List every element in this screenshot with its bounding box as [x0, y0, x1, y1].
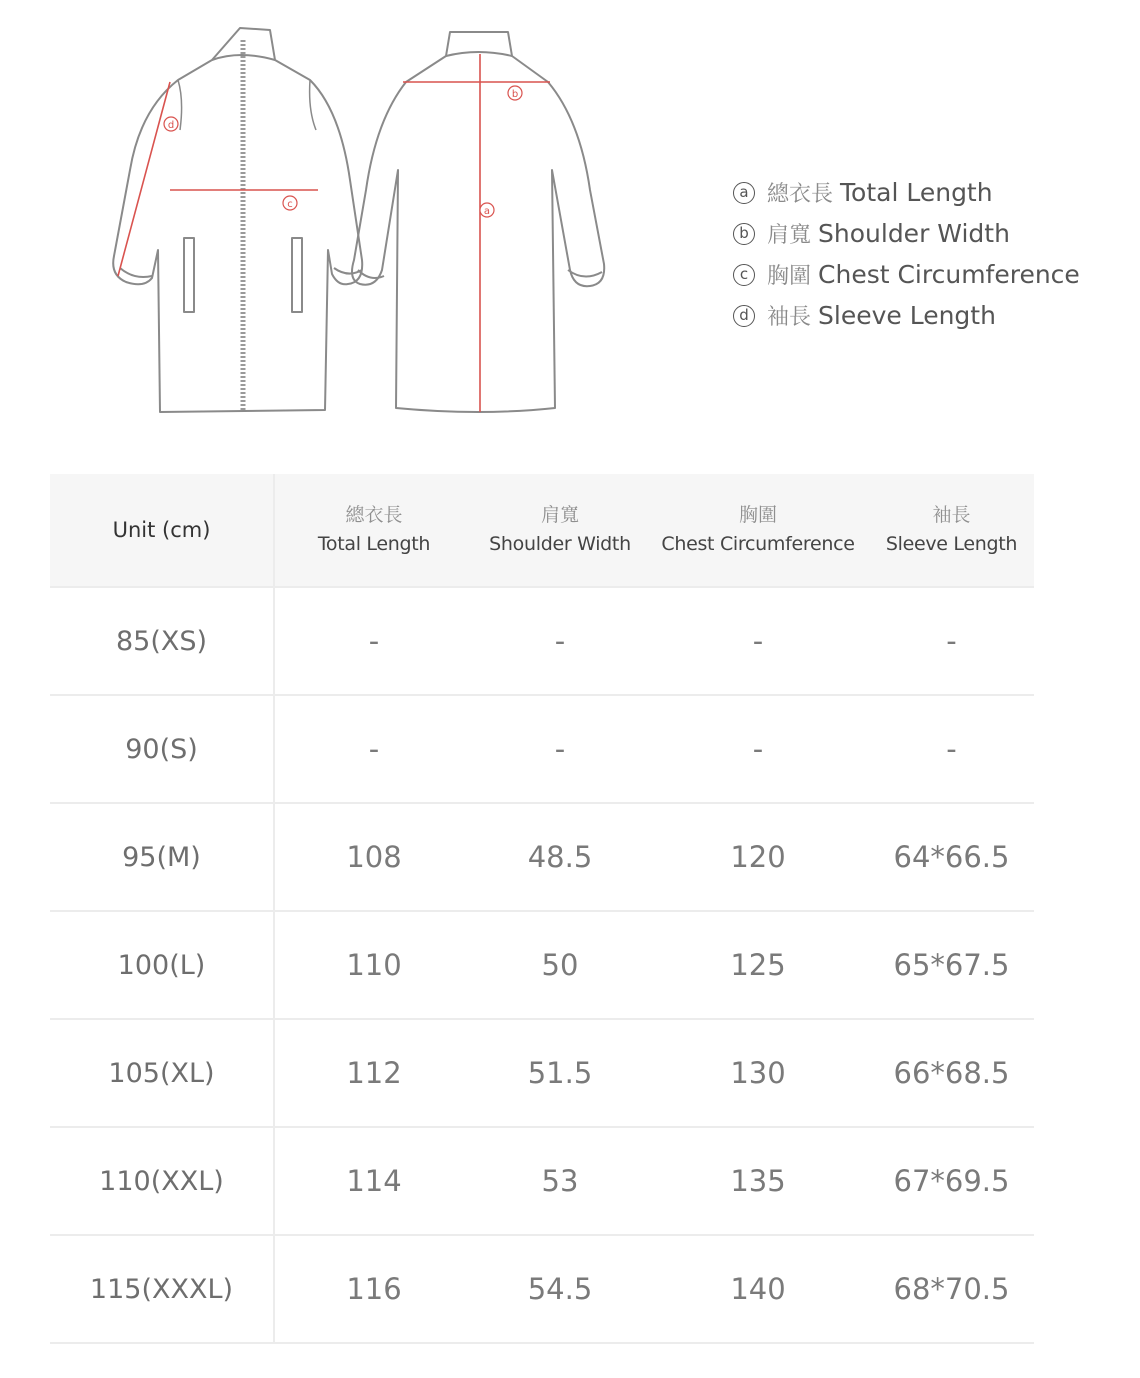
front-left-pocket	[184, 238, 194, 312]
table-row	[50, 912, 1034, 1020]
shoulder-width-value: 50	[541, 948, 579, 982]
legend-label-en: Sleeve Length	[818, 301, 996, 330]
shoulder-width-value: -	[554, 732, 566, 766]
size-label: 105(XL)	[50, 1020, 275, 1126]
total-length-value: -	[368, 732, 380, 766]
legend-marker-b: b	[733, 223, 755, 245]
sleeve-length-value: -	[946, 732, 957, 766]
table-row	[50, 1020, 1034, 1128]
legend-marker-c: c	[733, 264, 755, 286]
shoulder-width-value: 51.5	[527, 1056, 593, 1090]
column-header-en: Sleeve Length	[885, 533, 1018, 555]
legend-item-total-length	[733, 172, 1080, 213]
table-row	[50, 588, 1034, 696]
legend-label-zh: 胸圍	[767, 264, 812, 289]
back-collar	[446, 52, 512, 56]
table-header-row	[50, 474, 1034, 588]
legend-marker-d: d	[733, 305, 755, 327]
legend-label-en: Total Length	[840, 178, 993, 207]
sleeve-length-value: 66*68.5	[893, 1056, 1010, 1090]
column-header-zh: 袖長	[932, 504, 971, 526]
marker-a-label: a	[483, 206, 491, 217]
chest-circumference-value: 140	[730, 1272, 786, 1306]
shoulder-width-value: 54.5	[527, 1272, 593, 1306]
table-row	[50, 696, 1034, 804]
total-length-value: -	[368, 624, 380, 658]
measurement-legend	[733, 172, 1080, 336]
column-header-chest-circumference	[647, 474, 869, 586]
shoulder-width-value: -	[554, 624, 566, 658]
column-header-shoulder-width	[473, 474, 647, 586]
column-header-zh: 胸圍	[738, 504, 777, 526]
size-label: 95(M)	[50, 804, 275, 910]
front-cuff-left	[120, 268, 152, 277]
chest-circumference-value: -	[752, 624, 764, 658]
sleeve-length-value: 64*66.5	[893, 840, 1010, 874]
size-label: 115(XXXL)	[50, 1236, 275, 1342]
table-row	[50, 1128, 1034, 1236]
legend-marker-a: a	[733, 182, 755, 204]
sleeve-length-value: 65*67.5	[893, 948, 1010, 982]
size-label: 90(S)	[50, 696, 275, 802]
legend-label-zh: 袖長	[767, 305, 812, 330]
column-header-en: Shoulder Width	[489, 533, 631, 555]
marker-d-label: d	[167, 120, 175, 131]
legend-label-zh: 肩寬	[767, 223, 812, 248]
legend-label-en: Shoulder Width	[818, 219, 1010, 248]
sleeve-length-line	[118, 82, 170, 276]
size-label: 100(L)	[50, 912, 275, 1018]
sleeve-length-value: 68*70.5	[893, 1272, 1010, 1306]
total-length-value: 114	[346, 1164, 402, 1198]
sleeve-length-value: 67*69.5	[893, 1164, 1010, 1198]
legend-item-shoulder-width	[733, 213, 1080, 254]
column-header-en: Total Length	[317, 533, 431, 555]
coat-measurement-diagram	[100, 20, 620, 420]
total-length-value: 108	[346, 840, 402, 874]
back-coat-outline	[352, 32, 604, 412]
size-label: 110(XXL)	[50, 1128, 275, 1234]
column-header-zh: 肩寬	[540, 504, 579, 526]
sleeve-length-value: -	[946, 624, 957, 658]
column-header-sleeve-length	[869, 474, 1034, 586]
column-header-zh: 總衣長	[345, 504, 403, 526]
chest-circumference-value: 135	[730, 1164, 786, 1198]
unit-header: Unit (cm)	[50, 474, 275, 586]
total-length-value: 110	[346, 948, 402, 982]
table-row	[50, 1236, 1034, 1344]
legend-item-chest-circumference	[733, 254, 1080, 295]
chest-circumference-value: -	[752, 732, 764, 766]
chest-circumference-value: 120	[730, 840, 786, 874]
legend-label-zh: 總衣長	[767, 182, 834, 207]
chest-circumference-value: 125	[730, 948, 786, 982]
column-header-total-length	[275, 474, 473, 586]
front-coat-outline	[113, 28, 362, 412]
size-label: 85(XS)	[50, 588, 275, 694]
legend-item-sleeve-length	[733, 295, 1080, 336]
legend-label-en: Chest Circumference	[818, 260, 1080, 289]
front-shoulder-seam-left	[178, 80, 182, 130]
total-length-value: 116	[346, 1272, 402, 1306]
front-shoulder-seam-right	[310, 80, 316, 130]
back-cuff-right	[568, 270, 602, 277]
front-right-pocket	[292, 238, 302, 312]
chest-circumference-value: 130	[730, 1056, 786, 1090]
table-row	[50, 804, 1034, 912]
marker-c-label: c	[287, 199, 293, 210]
column-header-en: Chest Circumference	[661, 533, 855, 555]
shoulder-width-value: 48.5	[527, 840, 593, 874]
marker-b-label: b	[511, 89, 519, 100]
size-chart-table	[50, 474, 1034, 1344]
total-length-value: 112	[346, 1056, 402, 1090]
shoulder-width-value: 53	[541, 1164, 579, 1198]
